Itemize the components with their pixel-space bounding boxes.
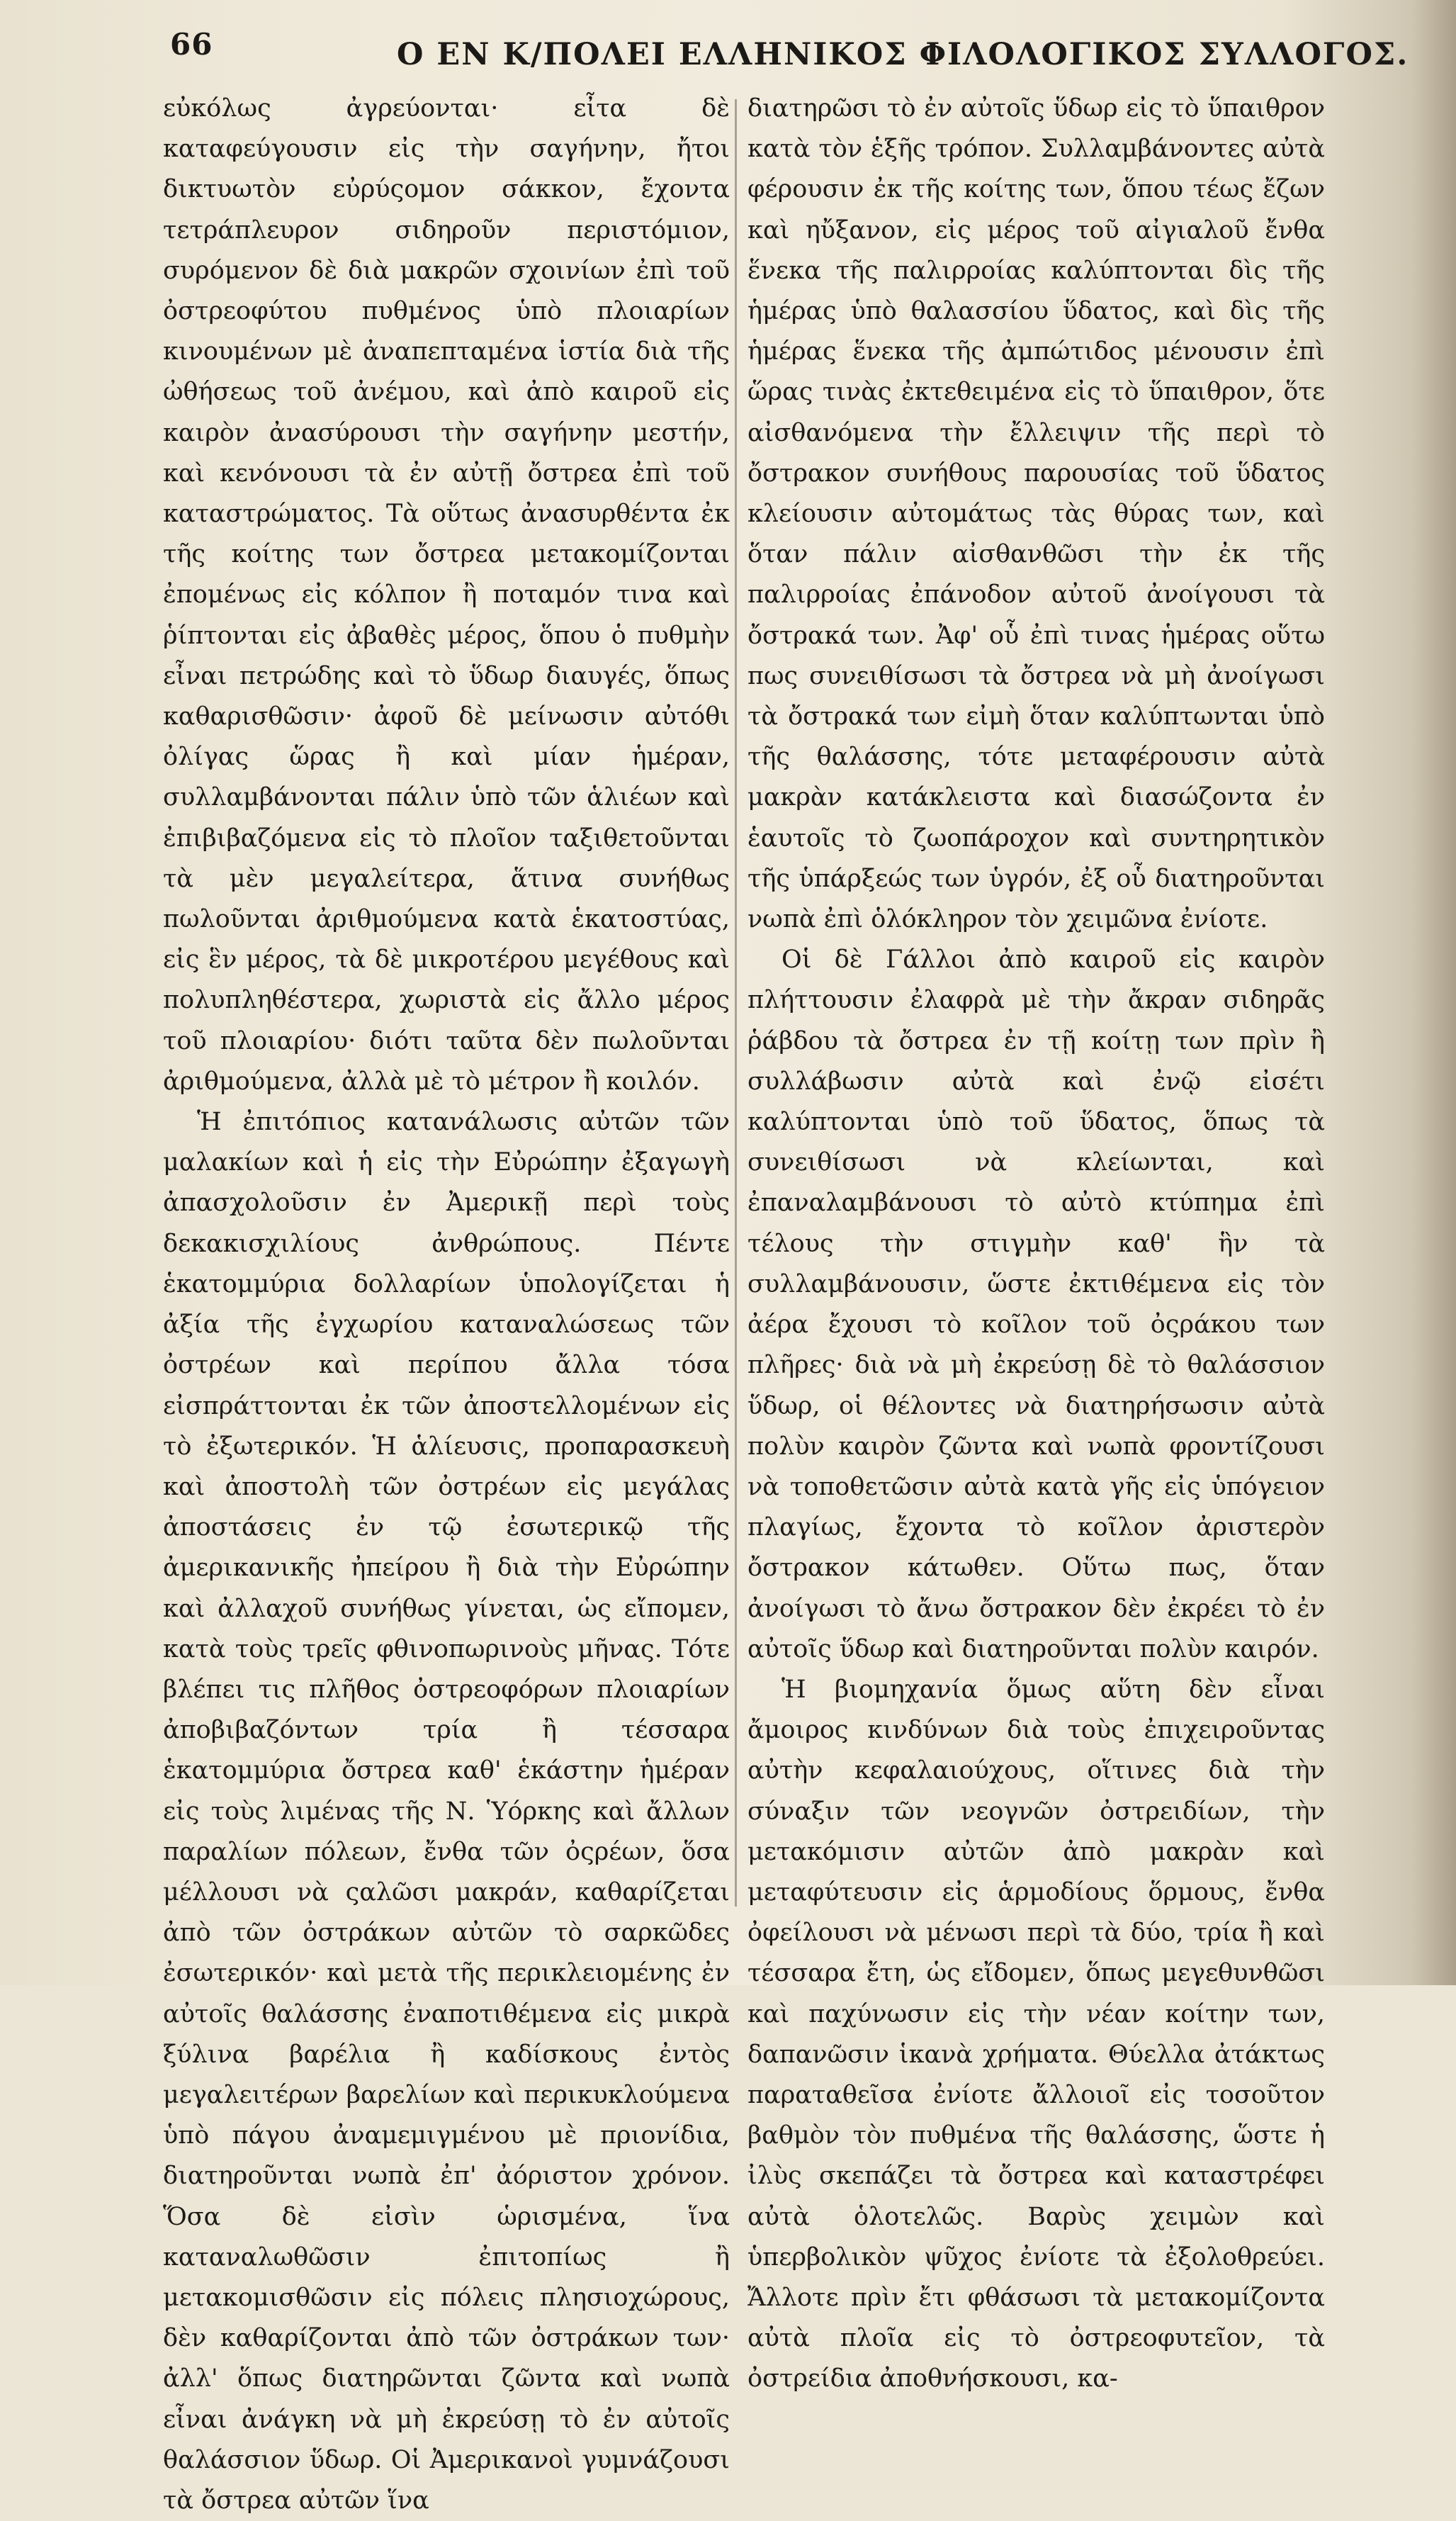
right-paragraph-3: Ἡ βιομηχανία ὅμως αὕτη δὲν εἶναι ἄμοιρος κινδύνων διὰ τοὺς ἐπιχειροῦντας αὐτὴν κεφαλαιούχους, οἵτινες διὰ τὴν σύναξιν τῶν νεογνῶν ὀστρειδίων, τὴν μετακόμισιν αὐτῶν ἀπὸ μακρὰν καὶ μεταφύτευσιν εἰς ἁρμοδίους ὅρμους, ἔνθα ὀφείλουσι νὰ μένωσι περὶ τὰ δύο, τρία ἢ καὶ τέσσαρα ἔτη, ὡς εἴδομεν, ὅπως μεγεθυνθῶσι καὶ παχύνωσιν εἰς τὴν νέαν κοίτην των, δαπανῶσιν ἱκανὰ χρήματα. Θύελλα ἀτάκτως παραταθεῖσα ἐνίοτε ἄλλοιοῖ εἰς τοσοῦτον βαθμὸν τὸν πυθμένα τῆς θαλάσσης, ὥστε ἡ ἰλὺς σκεπάζει τὰ ὄστρεα καὶ καταστρέφει αὐτὰ ὁλοτελῶς. Βαρὺς χειμὼν καὶ ὑπερβολικὸν ψῦχος ἐνίοτε τὰ ἐξολοθρεύει. Ἄλλοτε πρὶν ἔτι φθάσωσι τὰ μετακομίζοντα αὐτὰ πλοῖα εἰς τὸ ὀστρεοφυτεῖον, τὰ ὀστρείδια ἀποθνήσκουσι, κα- xyxy=(747,1675,1325,2393)
left-paragraph-1: εὐκόλως ἀγρεύονται· εἶτα δὲ καταφεύγουσιν εἰς τὴν σαγήνην, ἤτοι δικτυωτὸν εὐρύςομον σάκκον, ἔχοντα τετράπλευρον σιδηροῦν περιστόμιον, συρόμενον δὲ διὰ μακρῶν σχοινίων ἐπὶ τοῦ ὀστρεοφύτου πυθμένος ὑπὸ πλοιαρίων κινουμένων μὲ ἀναπεπταμένα ἱστία διὰ τῆς ὠθήσεως τοῦ ἀνέμου, καὶ ἀπὸ καιροῦ εἰς καιρὸν ἀνασύρουσι τὴν σαγήνην μεστήν, καὶ κενόνουσι τὰ ἐν αὐτῇ ὄστρεα ἐπὶ τοῦ καταστρώματος. Τὰ οὕτως ἀνασυρθέντα ἐκ τῆς κοίτης των ὄστρεα μετακομίζονται ἐπομένως εἰς κόλπον ἢ ποταμόν τινα καὶ ῥίπτονται εἰς ἀβαθὲς μέρος, ὅπου ὁ πυθμὴν εἶναι πετρώδης καὶ τὸ ὕδωρ διαυγές, ὅπως καθαρισθῶσιν· ἀφοῦ δὲ μείνωσιν αὐτόθι ὀλίγας ὥρας ἢ καὶ μίαν ἡμέραν, συλλαμβάνονται πάλιν ὑπὸ τῶν ἁλιέων καὶ ἐπιβιβαζόμενα εἰς τὸ πλοῖον ταξιθετοῦνται τὰ μὲν μεγαλείτερα, ἅτινα συνήθως πωλοῦνται ἀριθμούμενα κατὰ ἑκατοστύας, εἰς ἓν μέρος, τὰ δὲ μικροτέρου μεγέθους καὶ πολυπληθέστερα, χωριστὰ εἰς ἄλλο μέρος τοῦ πλοιαρίου· διότι ταῦτα δὲν πωλοῦνται ἀριθμούμενα, ἀλλὰ μὲ τὸ μέτρον ἢ κοιλόν. xyxy=(163,94,730,1096)
left-paragraph-2: Ἡ ἐπιτόπιος κατανάλωσις αὐτῶν τῶν μαλακίων καὶ ἡ εἰς τὴν Εὐρώπην ἐξαγωγὴ ἀπασχολοῦσιν ἐν Ἀμερικῇ περὶ τοὺς δεκακισχιλίους ἀνθρώπους. Πέντε ἑκατομμύρια δολλαρίων ὑπολογίζεται ἡ ἀξία τῆς ἐγχωρίου καταναλώσεως τῶν ὀστρέων καὶ περίπου ἄλλα τόσα εἰσπράττονται ἐκ τῶν ἀποστελλομένων εἰς τὸ ἐξωτερικόν. Ἡ ἁλίευσις, προπαρασκευὴ καὶ ἀποστολὴ τῶν ὀστρέων εἰς μεγάλας ἀποστάσεις ἐν τῷ ἐσωτερικῷ τῆς ἀμερικανικῆς ἠπείρου ἢ διὰ τὴν Εὐρώπην καὶ ἀλλαχοῦ συνήθως γίνεται, ὡς εἴπομεν, κατὰ τοὺς τρεῖς φθινοπωρινοὺς μῆνας. Τότε βλέπει τις πλῆθος ὀστρεοφόρων πλοιαρίων ἀποβιβαζόντων τρία ἢ τέσσαρα ἑκατομμύρια ὄστρεα καθ' ἑκάστην ἡμέραν εἰς τοὺς λιμένας τῆς Ν. Ὑόρκης καὶ ἄλλων παραλίων πόλεων, ἔνθα τῶν ὀςρέων, ὅσα μέλλουσι νὰ ςαλῶσι μακράν, καθαρίζεται ἀπὸ τῶν ὀστράκων αὐτῶν τὸ σαρκῶδες ἐσωτερικόν· καὶ μετὰ τῆς περικλειομένης ἐν αὐτοῖς θαλάσσης ἐναποτιθέμενα εἰς μικρὰ ξύλινα βαρέλια ἢ καδίσκους ἐντὸς μεγαλειτέρων βαρελίων καὶ περικυκλούμενα ὑπὸ πάγου ἀναμεμιγμένου μὲ πριονίδια, διατηροῦνται νωπὰ ἐπ' ἀόριστον χρόνον. Ὅσα δὲ εἰσὶν ὡρισμένα, ἵνα καταναλωθῶσιν ἐπιτοπίως ἢ μετακομισθῶσιν εἰς πόλεις πλησιοχώρους, δὲν καθαρίζονται ἀπὸ τῶν ὀστράκων των· ἀλλ' ὅπως διατηρῶνται ζῶντα καὶ νωπὰ εἶναι ἀνάγκη νὰ μὴ ἐκρεύσῃ τὸ ἐν αὐτοῖς θαλάσσιον ὕδωρ. Οἱ Ἀμερικανοὶ γυμνάζουσι τὰ ὄστρεα αὐτῶν ἵνα xyxy=(163,1108,730,2515)
left-column xyxy=(163,89,730,2515)
right-paragraph-2: Οἱ δὲ Γάλλοι ἀπὸ καιροῦ εἰς καιρὸν πλήττουσιν ἐλαφρὰ μὲ τὴν ἄκραν σιδηρᾶς ῥάβδου τὰ ὄστρεα ἐν τῇ κοίτῃ των πρὶν ἢ συλλάβωσιν αὐτὰ καὶ ἐνῷ εἰσέτι καλύπτονται ὑπὸ τοῦ ὕδατος, ὅπως τὰ συνειθίσωσι νὰ κλείωνται, καὶ ἐπαναλαμβάνουσι τὸ αὐτὸ κτύπημα ἐπὶ τέλους τὴν στιγμὴν καθ' ἣν τὰ συλλαμβάνουσιν, ὥστε ἐκτιθέμενα εἰς τὸν ἀέρα ἔχουσι τὸ κοῖλον τοῦ ὀςράκου των πλῆρες· διὰ νὰ μὴ ἐκρεύσῃ δὲ τὸ θαλάσσιον ὕδωρ, οἱ θέλοντες νὰ διατηρήσωσιν αὐτὰ πολὺν καιρὸν ζῶντα καὶ νωπὰ φροντίζουσι νὰ τοποθετῶσιν αὐτὰ κατὰ γῆς εἰς ὑπόγειον πλαγίως, ἔχοντα τὸ κοῖλον ἀριστερὸν ὄστρακον κάτωθεν. Οὕτω πως, ὅταν ἀνοίγωσι τὸ ἄνω ὄστρακον δὲν ἐκρέει τὸ ἐν αὐτοῖς ὕδωρ καὶ διατηροῦνται πολὺν καιρόν. xyxy=(747,945,1325,1663)
page-number: 66 xyxy=(170,27,213,62)
column-divider xyxy=(735,99,737,1907)
page-header xyxy=(170,21,1409,78)
running-title: Ο ΕΝ Κ/ΠΟΛΕΙ ΕΛΛΗΝΙΚΟΣ ΦΙΛΟΛΟΓΙΚΟΣ ΣΥΛΛΟΓΟΣ. xyxy=(397,37,1409,72)
right-paragraph-1: διατηρῶσι τὸ ἐν αὐτοῖς ὕδωρ εἰς τὸ ὕπαιθρον κατὰ τὸν ἑξῆς τρόπον. Συλλαμβάνοντες αὐτὰ φέρουσιν ἐκ τῆς κοίτης των, ὅπου τέως ἔζων καὶ ηὔξανον, εἰς μέρος τοῦ αἰγιαλοῦ ἔνθα ἕνεκα τῆς παλιρροίας καλύπτονται δὶς τῆς ἡμέρας ὑπὸ θαλασσίου ὕδατος, καὶ δὶς τῆς ἡμέρας ἕνεκα τῆς ἀμπώτιδος μένουσιν ἐπὶ ὥρας τινὰς ἐκτεθειμένα εἰς τὸ ὕπαιθρον, ὅτε αἰσθανόμενα τὴν ἔλλειψιν τῆς περὶ τὸ ὄστρακον συνήθους παρουσίας τοῦ ὕδατος κλείουσιν αὐτομάτως τὰς θύρας των, καὶ ὅταν πάλιν αἰσθανθῶσι τὴν ἐκ τῆς παλιρροίας ἐπάνοδον αὐτοῦ ἀνοίγουσι τὰ ὄστρακά των. Ἀφ' οὗ ἐπὶ τινας ἡμέρας οὕτω πως συνειθίσωσι τὰ ὄστρεα νὰ μὴ ἀνοίγωσι τὰ ὄστρακά των εἰμὴ ὅταν καλύπτωνται ὑπὸ τῆς θαλάσσης, τότε μεταφέρουσιν αὐτὰ μακρὰν κατάκλειστα καὶ διασώζοντα ἐν ἑαυτοῖς τὸ ζωοπάροχον καὶ συντηρητικὸν τῆς ὑπάρξεώς των ὑγρόν, ἐξ οὗ διατηροῦνται νωπὰ ἐπὶ ὁλόκληρον τὸν χειμῶνα ἐνίοτε. xyxy=(747,94,1325,934)
right-column xyxy=(747,89,1325,2393)
